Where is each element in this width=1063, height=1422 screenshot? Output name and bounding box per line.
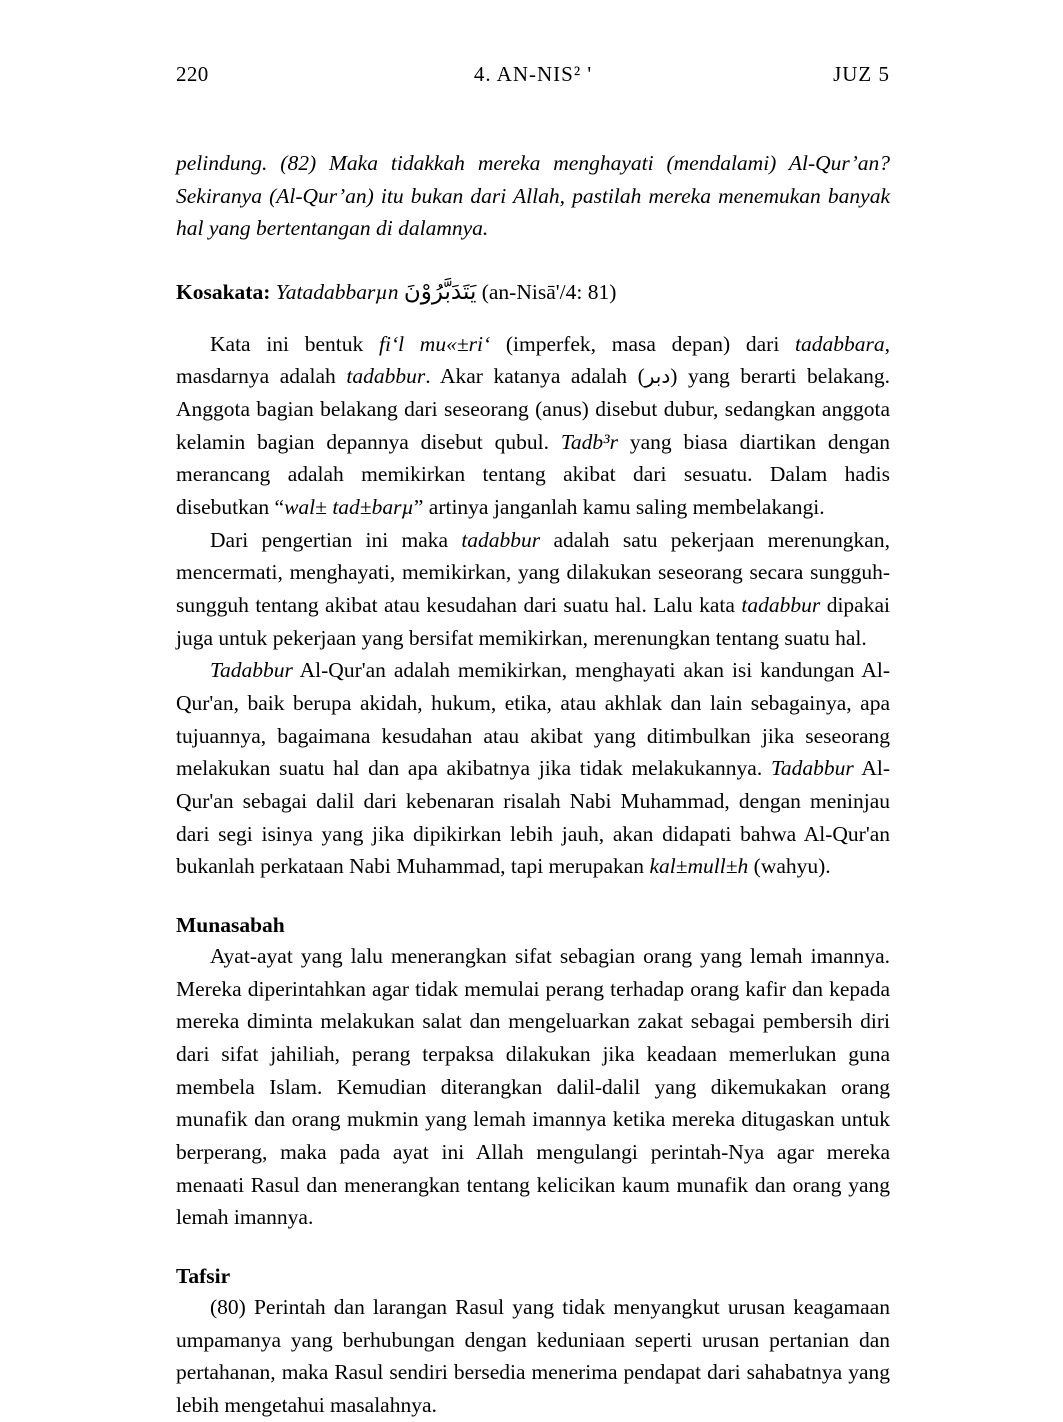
munasabah-paragraph: Ayat-ayat yang lalu menerangkan sifat sebagian orang yang lemah imannya. Mereka diperintahkan agar tidak memulai perang terhadap orang kafir dan kepada mereka diminta melakukan salat dan mengeluarkan zakat sebagai pembersih diri dari sifat jahiliah, perang terpaksa dilakukan jika keadaan memerlukan guna membela Islam. Kemudian diterangkan dalil-dalil yang dikemukakan orang munafik dan orang mukmin yang lemah imannya ketika mereka ditugaskan untuk berperang, maka pada ayat ini Allah mengulangi perintah-Nya agar mereka menaati Rasul dan menerangkan tentang kelicikan kaum munafik dan orang yang lemah imannya. — [176, 943, 890, 1230]
p3-seg-e: kal±mull±h — [649, 854, 749, 879]
p2-seg-e: dipakai juga untuk pekerjaan yang bersifat memikirkan, merenungkan tentang suatu hal. — [176, 592, 890, 650]
p1-seg-j: yang biasa diartikan dengan merancang adalah memikirkan tentang akibat dari sesuatu. Dalam hadis disebutkan “ — [176, 429, 890, 519]
p2-seg-a: Dari pengertian ini maka — [210, 527, 462, 552]
p1-seg-a: Kata ini bentuk — [210, 331, 379, 356]
page-number: 220 — [176, 62, 209, 86]
page-content — [176, 62, 890, 1422]
p1-seg-b: fi‘l mu«±ri‘ — [379, 331, 491, 356]
p2-seg-d: tadabbur — [741, 592, 821, 617]
surah-title: 4. AN-NIS² ' — [473, 62, 593, 86]
p2-seg-c: adalah satu pekerjaan merenungkan, mencermati, menghayati, memikirkan, yang dilakukan seseorang secara sungguh-sungguh tentang akibat atau kesudahan dari suatu hal. Lalu kata — [176, 527, 890, 617]
running-head — [176, 62, 890, 87]
p1-seg-c: (imperfek, masa depan) dari — [490, 331, 796, 356]
p1-seg-f: tadabbur — [346, 364, 426, 389]
p3-seg-d: Al-Qur'an sebagai dalil dari kebenaran risalah Nabi Muhammad, dengan meninjau dari segi isinya yang jika dipikirkan lebih jauh, akan didapati bahwa Al-Qur'an bukanlah perkataan Nabi Muhammad, tapi merupakan — [176, 756, 890, 879]
p1-seg-e: , masdarnya adalah — [176, 331, 890, 389]
p1-seg-g: . Akar katanya adalah ( — [425, 364, 645, 389]
kosakata-reference: (an-Nisā'/4: 81) — [481, 280, 617, 305]
p1-seg-i: Tadb³r — [560, 429, 618, 454]
p1-seg-l: ” artinya janganlah kamu saling membelakangi. — [413, 494, 825, 519]
p1-seg-k: wal± tad±barµ — [284, 494, 414, 519]
p3-seg-f: (wahyu). — [748, 854, 831, 879]
paragraph-2 — [176, 524, 890, 655]
translation-paragraph: pelindung. (82) Maka tidakkah mereka menghayati (mendalami) Al-Qur’an? Sekiranya (Al-Qur’an) itu bukan dari Allah, pastilah mereka menemukan banyak hal yang bertentangan di dalamnya. — [176, 151, 890, 241]
kosakata-line — [176, 275, 890, 310]
kosakata-arabic: يَتَدَبَّرُوْنَ — [403, 279, 477, 306]
kosakata-label: Kosakata: — [176, 280, 271, 305]
p1-seg-d: tadabbara — [795, 331, 885, 356]
p1-arabic-root: دبر — [644, 364, 671, 389]
juz-label: JUZ 5 — [833, 62, 890, 86]
tafsir-paragraph: (80) Perintah dan larangan Rasul yang tidak menyangkut urusan keagamaan umpamanya yang berhubungan dengan keduniaan seperti urusan pertanian dan pertahanan, maka Rasul sendiri bersedia menerima pendapat dari sahabatnya yang lebih mengetahui masalahnya. — [176, 1294, 890, 1417]
tafsir-heading: Tafsir — [176, 1263, 231, 1288]
p3-seg-b: Al-Qur'an adalah memikirkan, menghayati akan isi kandungan Al-Qur'an, baik berupa akidah, hukum, etika, atau akhlak dan lain sebagainya, apa tujuannya, bagaimana kesudahan atau akibat yang ditimbulkan jika seseorang melakukan suatu hal dan apa akibatnya jika tidak melakukannya. — [176, 658, 890, 781]
p1-seg-h: ) yang berarti belakang. Anggota bagian belakang dari seseorang (anus) disebut dubur, sedangkan anggota kelamin bagian depannya disebut qubul. — [176, 364, 891, 454]
p3-seg-c: Tadabbur — [770, 756, 854, 781]
kosakata-term: Yatadabbarµn — [275, 280, 399, 305]
munasabah-heading: Munasabah — [176, 912, 285, 937]
p2-seg-b: tadabbur — [461, 527, 541, 552]
paragraph-1 — [176, 328, 890, 524]
p3-seg-a: Tadabbur — [210, 658, 293, 683]
paragraph-3 — [176, 654, 890, 883]
